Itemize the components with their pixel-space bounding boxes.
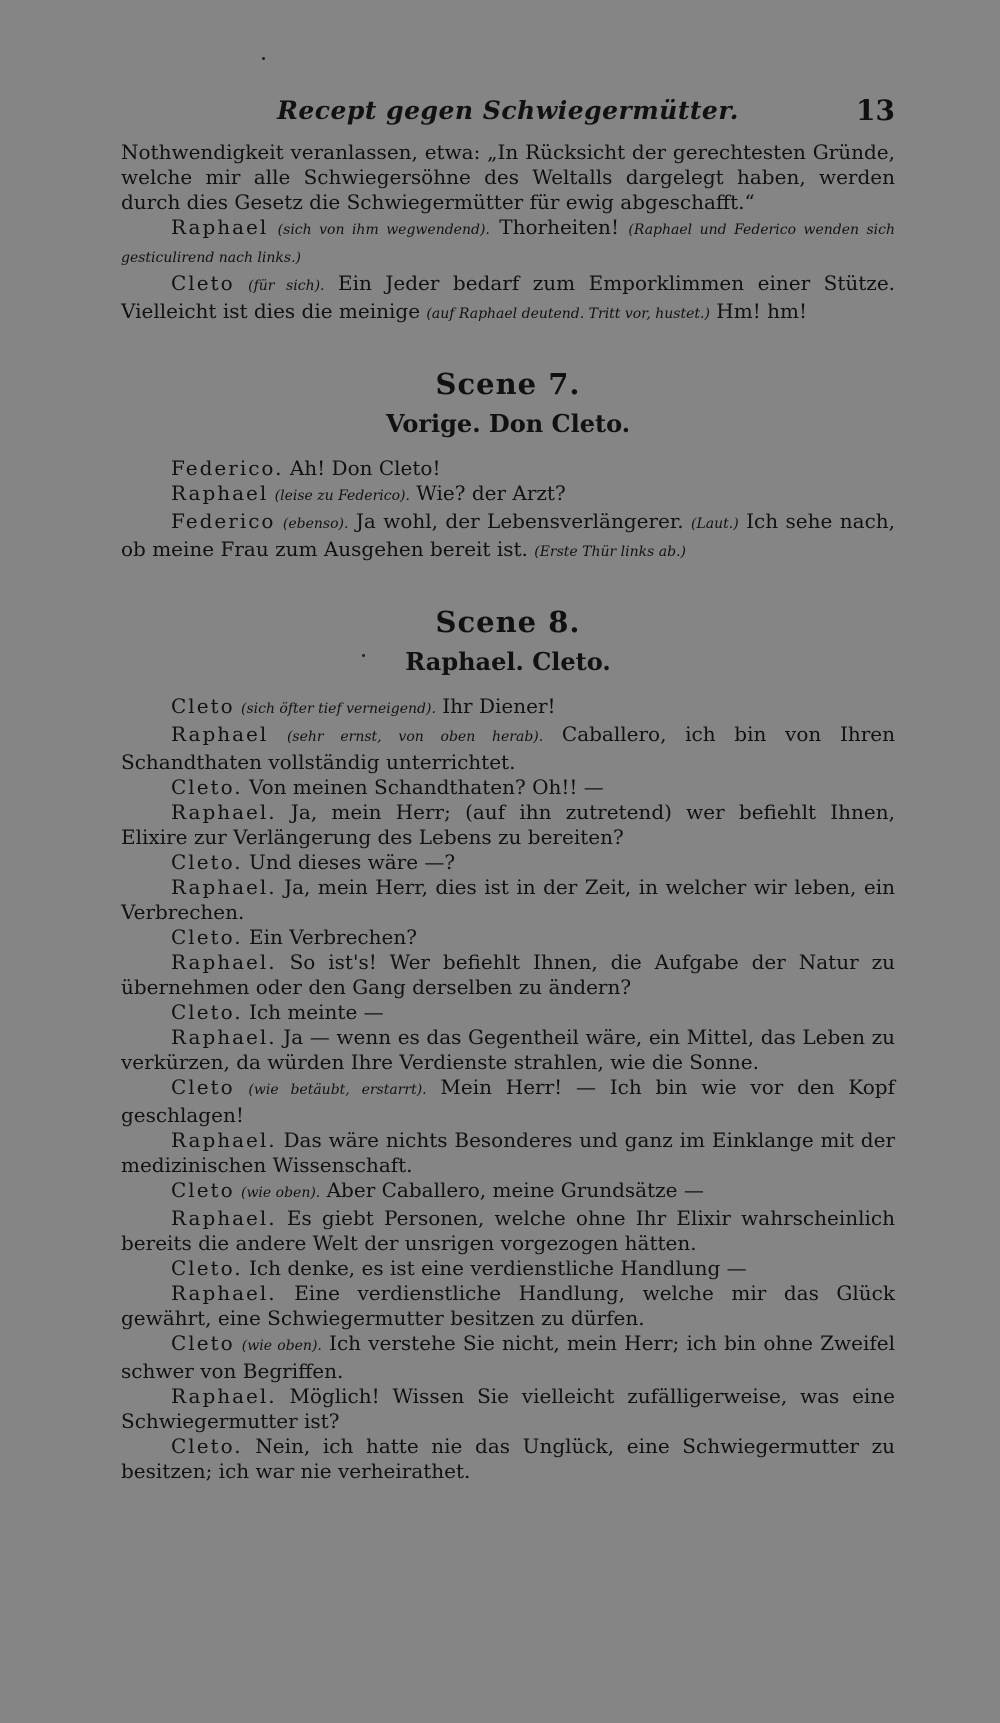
speaker-name: Cleto. <box>171 1434 243 1458</box>
speaker-name: Cleto. <box>171 775 243 799</box>
line-text: Ja — wenn es das Gegentheil wäre, ein Mittel, das Leben zu verkürzen, da würden Ihre Verdienste strahlen, wie die Sonne. <box>121 1025 895 1074</box>
stage-direction: (wie oben). <box>241 1338 322 1354</box>
stage-direction: (ebenso). <box>282 516 349 532</box>
dialogue-line <box>121 694 895 722</box>
line-text: Ich meinte — <box>248 1000 384 1024</box>
dialogue-line <box>121 1206 895 1256</box>
dialogue-line <box>121 1384 895 1434</box>
dialogue-line <box>121 1128 895 1178</box>
line-text: Ein Jeder bedarf zum Emporklimmen einer Stütze. Vielleicht ist dies die meinige <box>121 271 896 323</box>
line-text: Das wäre nichts Besonderes und ganz im Einklange mit der medizinischen Wissenschaft. <box>121 1128 896 1177</box>
scene-7-title: Scene 7. <box>435 367 581 401</box>
dialogue-line <box>121 850 895 875</box>
line-text: Caballero, ich bin von Ihren Schandthaten vollständig unterrichtet. <box>121 722 896 774</box>
speaker-name: Cleto <box>171 1075 235 1099</box>
stage-direction: (sich öfter tief verneigend). <box>240 701 436 717</box>
book-page <box>121 96 895 1484</box>
page-number: 13 <box>856 94 895 127</box>
dialogue-line <box>121 481 895 509</box>
line-text: Aber Caballero, meine Grundsätze — <box>326 1178 704 1202</box>
dialogue-line <box>121 1178 895 1206</box>
ink-speck <box>262 57 265 60</box>
dialogue-line <box>121 1000 895 1025</box>
line-text: Es giebt Personen, welche ohne Ihr Elixir wahrscheinlich bereits die andere Welt der unsrigen vorgezogen hätten. <box>121 1206 895 1255</box>
line-text: Ich verstehe Sie nicht, mein Herr; ich bin ohne Zweifel schwer von Begriffen. <box>121 1331 896 1383</box>
speaker-name: Cleto. <box>171 850 243 874</box>
speaker-name: Cleto <box>171 694 235 718</box>
dialogue-line <box>121 800 895 850</box>
speaker-name: Raphael. <box>171 1206 277 1230</box>
speaker-name: Federico. <box>171 456 284 480</box>
speaker-name: Cleto. <box>171 1000 243 1024</box>
stage-direction: (sich von ihm wegwendend). <box>277 222 490 238</box>
line-text: Eine verdienstliche Handlung, welche mir das Glück gewährt, eine Schwiegermutter besitzen zu dürfen. <box>121 1281 895 1330</box>
dialogue-line <box>121 1256 895 1281</box>
dialogue-line <box>121 509 895 565</box>
speaker-name: Cleto <box>171 1178 235 1202</box>
scene-7-cast: Vorige. Don Cleto. <box>385 409 631 438</box>
line-text: Mein Herr! — Ich bin wie vor den Kopf geschlagen! <box>121 1075 895 1127</box>
line-text: Ein Verbrechen? <box>248 925 417 949</box>
dialogue-line <box>121 456 895 481</box>
line-text: Ich sehe nach, ob meine Frau zum Ausgehen bereit ist. <box>121 509 896 561</box>
intro-paragraph: Nothwendigkeit veranlassen, etwa: „In Rücksicht der gerechtesten Gründe, welche mir alle Schwiegersöhne des Weltalls dargelegt haben, werden durch dies Gesetz die Schwiegermütter für ewig abgeschafft.“ <box>121 140 895 214</box>
line-text: So ist's! Wer befiehlt Ihnen, die Aufgabe der Natur zu übernehmen oder den Gang derselben zu ändern? <box>121 950 895 999</box>
line-text: Ja, mein Herr; (auf ihn zutretend) wer befiehlt Ihnen, Elixire zur Verlängerung des Lebens zu bereiten? <box>121 800 895 849</box>
dialogue-line <box>121 1434 895 1484</box>
line-text: Von meinen Schandthaten? Oh!! — <box>248 775 604 799</box>
line-text: Thorheiten! <box>499 215 619 239</box>
stage-direction: (wie betäubt, erstarrt). <box>248 1082 427 1098</box>
line-text: Ich denke, es ist eine verdienstliche Handlung — <box>248 1256 747 1280</box>
running-title: Recept gegen Schwiegermütter. <box>277 96 739 125</box>
speaker-name: Raphael. <box>171 1281 277 1305</box>
stage-direction: (Erste Thür links ab.) <box>534 544 686 560</box>
line-text: Wie? der Arzt? <box>416 481 566 505</box>
line-text: Ja, mein Herr, dies ist in der Zeit, in welcher wir leben, ein Verbrechen. <box>121 875 895 924</box>
scene-8-dialogue <box>121 694 895 1484</box>
scene-8-cast: Raphael. Cleto. <box>405 647 611 676</box>
dialogue-line <box>121 722 895 775</box>
line-text: Und dieses wäre —? <box>248 850 456 874</box>
scene-8-title: Scene 8. <box>435 605 581 639</box>
speaker-name: Raphael. <box>171 1384 277 1408</box>
speaker-name: Cleto. <box>171 1256 243 1280</box>
stage-direction: (sehr ernst, von oben herab). <box>286 729 544 745</box>
stage-direction: (leise zu Federico). <box>274 488 410 504</box>
line-text: Nein, ich hatte nie das Unglück, eine Schwiegermutter zu besitzen; ich war nie verheirathet. <box>121 1434 895 1483</box>
dialogue-line <box>121 875 895 925</box>
dialogue-line <box>121 1075 895 1128</box>
speaker-name: Raphael <box>171 481 269 505</box>
line-text: Hm! hm! <box>716 299 807 323</box>
dialogue-line <box>121 271 895 327</box>
speaker-name: Raphael. <box>171 950 277 974</box>
dialogue-line <box>121 1025 895 1075</box>
speaker-name: Cleto <box>171 1331 235 1355</box>
dialogue-line <box>121 1331 895 1384</box>
speaker-name: Raphael. <box>171 1025 277 1049</box>
speaker-name: Federico <box>171 509 276 533</box>
dialogue-line <box>121 215 895 271</box>
stage-direction: (wie oben). <box>240 1185 321 1201</box>
dialogue-line <box>121 1281 895 1331</box>
dialogue-line <box>121 950 895 1000</box>
page-header <box>121 96 895 140</box>
speaker-name: Raphael <box>171 215 269 239</box>
speaker-name: Raphael. <box>171 875 277 899</box>
dialogue-line <box>121 775 895 800</box>
dialogue-line <box>121 925 895 950</box>
stage-direction: (Raphael und Federico wenden sich gesticulirend nach links.) <box>121 222 896 266</box>
speaker-name: Cleto. <box>171 925 243 949</box>
line-text: Ihr Diener! <box>442 694 556 718</box>
speaker-name: Raphael <box>171 722 269 746</box>
speaker-name: Raphael. <box>171 1128 277 1152</box>
speaker-name: Raphael. <box>171 800 277 824</box>
line-text: Ja wohl, der Lebensverlängerer. <box>355 509 684 533</box>
line-text: Ah! Don Cleto! <box>289 456 441 480</box>
stage-direction: (Laut.) <box>691 516 739 532</box>
line-text: Möglich! Wissen Sie vielleicht zufälligerweise, was eine Schwiegermutter ist? <box>121 1384 896 1433</box>
speaker-name: Cleto <box>171 271 235 295</box>
stage-direction: (für sich). <box>248 278 325 294</box>
stage-direction: (auf Raphael deutend. Tritt vor, hustet.) <box>426 306 710 322</box>
